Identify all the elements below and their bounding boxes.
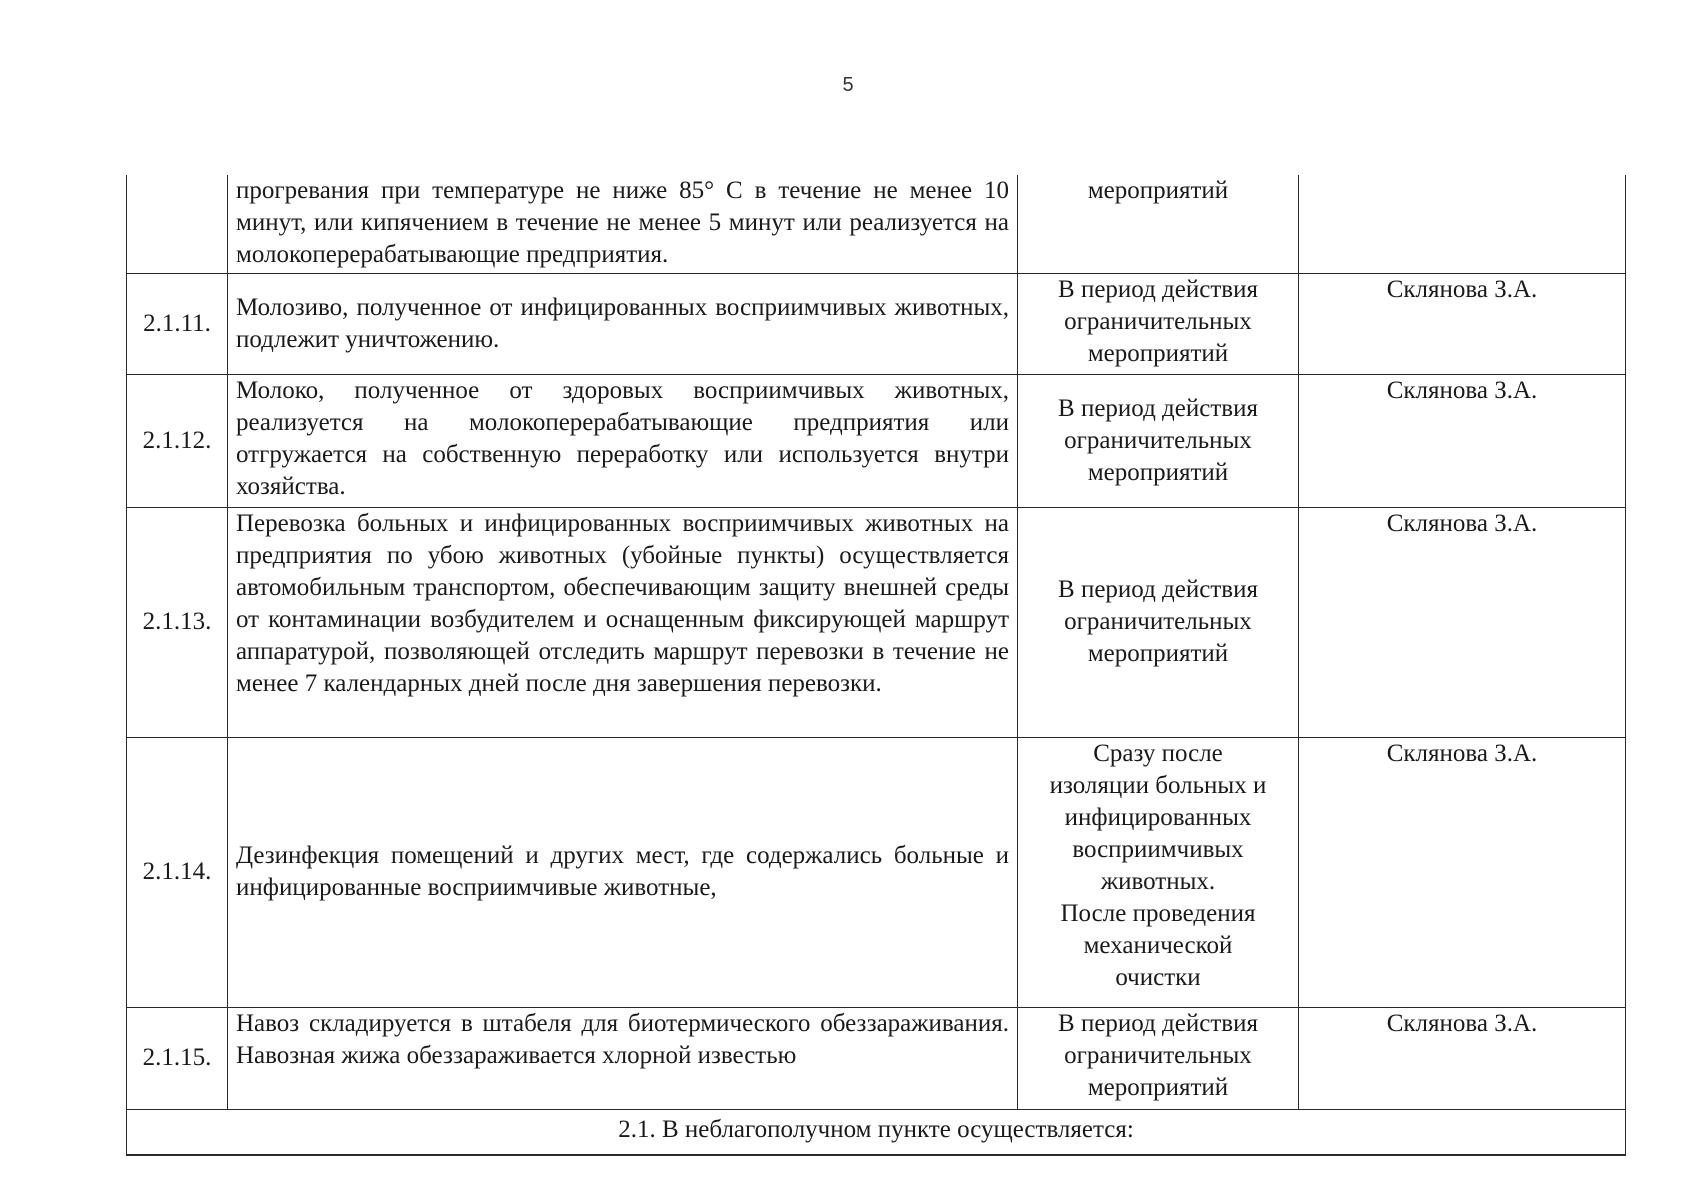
table-row — [127, 507, 1626, 737]
measure-description: Дезинфекция помещений и других мест, где содержались больные и инфицированные восприимчивые животные, — [228, 737, 1018, 1007]
table-row — [127, 273, 1626, 374]
measure-description: Навоз складируется в штабеля для биотермического обеззараживания. Навозная жижа обеззараживается хлорной известью — [228, 1007, 1018, 1109]
section-row — [127, 1109, 1626, 1155]
measure-description: Молоко, полученное от здоровых восприимчивых животных, реализуется на молокоперерабатывающие предприятия или отгружается на собственную переработку или используется внутри хозяйства. — [228, 374, 1018, 507]
term-line: изоляции больных и — [1049, 771, 1267, 799]
measure-term — [1018, 737, 1299, 1007]
page-number: 5 — [842, 74, 854, 96]
responsible-person: Склянова З.А. — [1299, 507, 1626, 737]
term-line: животных. — [1100, 867, 1216, 895]
measure-term: В период действия ограничительных мероприятий — [1018, 273, 1299, 374]
responsible-person: Склянова З.А. — [1299, 374, 1626, 507]
responsible-person: Склянова З.А. — [1299, 273, 1626, 374]
term-line: инфицированных — [1064, 803, 1252, 831]
term-line: очистки — [1115, 963, 1201, 991]
measure-term: В период действия ограничительных мероприятий — [1018, 1007, 1299, 1109]
measure-description: Молозиво, полученное от инфицированных восприимчивых животных, подлежит уничтожению. — [228, 273, 1018, 374]
term-line: После проведения — [1060, 899, 1256, 927]
responsible-person: Склянова З.А. — [1299, 737, 1626, 1007]
responsible-person — [1299, 175, 1626, 273]
measure-term: В период действия ограничительных мероприятий — [1018, 507, 1299, 737]
table-row — [127, 737, 1626, 1007]
term-line: механической — [1083, 931, 1233, 959]
responsible-person: Склянова З.А. — [1299, 1007, 1626, 1109]
measure-term: В период действия ограничительных мероприятий — [1018, 374, 1299, 507]
measures-table — [126, 175, 1626, 1156]
term-line: восприимчивых — [1072, 835, 1244, 863]
item-number: 2.1.15. — [127, 1007, 228, 1109]
measure-description: прогревания при температуре не ниже 85° С в течение не менее 10 минут, или кипячением в течение не менее 5 минут или реализуется на молокоперерабатывающие предприятия. — [228, 175, 1018, 273]
table-row — [127, 374, 1626, 507]
table-row — [127, 1007, 1626, 1109]
item-number — [127, 175, 228, 273]
section-caption: 2.1. В неблагополучном пункте осуществляется: — [127, 1109, 1626, 1155]
measure-description: Перевозка больных и инфицированных восприимчивых животных на предприятия по убою животных (убойные пункты) осуществляется автомобильным транспортом, обеспечивающим защиту внешней среды от контаминации возбудителем и оснащенным фиксирующей маршрут аппаратурой, позволяющей отследить маршрут перевозки в течение не менее 7 календарных дней после дня завершения перевозки. — [228, 507, 1018, 737]
table-row — [127, 175, 1626, 273]
item-number: 2.1.14. — [127, 737, 228, 1007]
item-number: 2.1.13. — [127, 507, 228, 737]
term-line: Сразу после — [1093, 739, 1223, 767]
item-number: 2.1.12. — [127, 374, 228, 507]
item-number: 2.1.11. — [127, 273, 228, 374]
measure-term: мероприятий — [1018, 175, 1299, 273]
